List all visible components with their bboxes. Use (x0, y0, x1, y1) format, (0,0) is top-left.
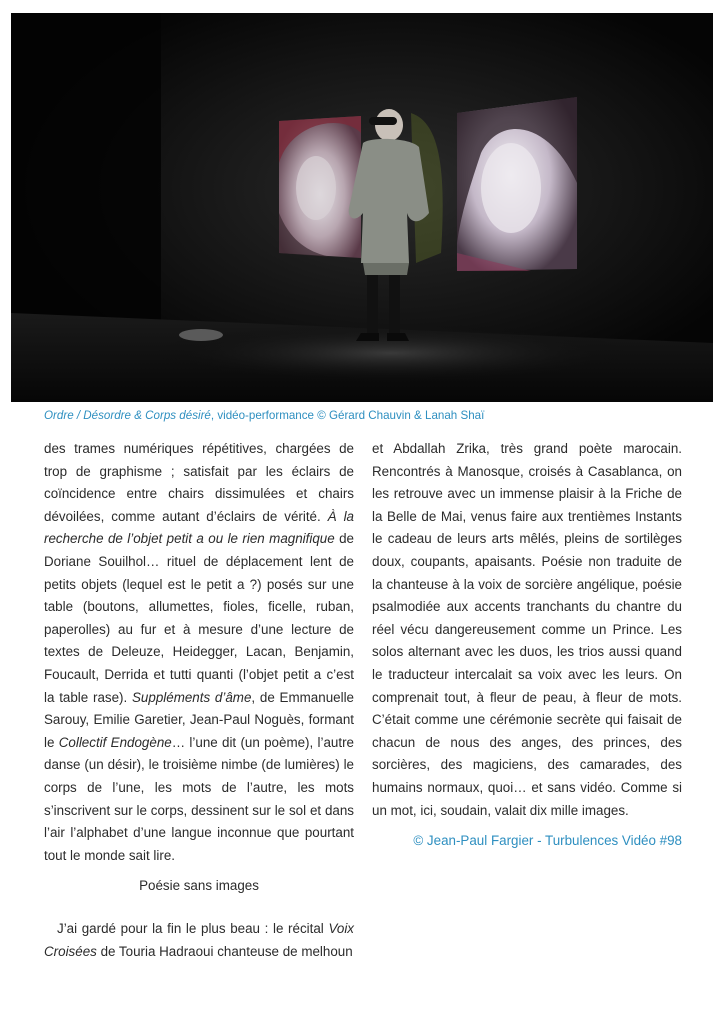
text-run: des trames numériques répétitives, chargées de trop de graphisme ; satisfait par les éclairs de coïncidence entre chairs dissimulées et chairs dévoilées, comme autant d’éclairs de vérité. (44, 441, 354, 524)
right-column (372, 438, 682, 822)
caption-credit: , vidéo-performance © Gérard Chauvin & Lanah Shaï (210, 409, 485, 422)
text-run: , de Emmanuelle Sarouy, Emilie Garetier, Jean-Paul Noguès, formant le (44, 689, 354, 750)
floor-object (179, 329, 223, 341)
caption-title: Ordre / Désordre & Corps désiré (44, 409, 211, 422)
performance-photo (11, 13, 713, 402)
work-title: Suppléments d’âme (132, 689, 252, 705)
work-title: Voix Croisées (44, 921, 354, 959)
section-subheading: Poésie sans images (139, 878, 259, 893)
stage-scene (11, 13, 713, 402)
work-title: À la recherche de l’objet petit a ou le rien magnifique (44, 508, 354, 547)
author-signature: © Jean-Paul Fargier - Turbulences Vidéo #98 (413, 833, 682, 848)
text-run: J’ai gardé pour la fin le plus beau : le récital (57, 921, 329, 936)
projection-right (457, 97, 577, 271)
left-column (44, 438, 354, 867)
projection-left (279, 116, 361, 258)
final-paragraph (44, 918, 354, 963)
text-run: de Doriane Souilhol… rituel de déplacement lent de petits objets (lequel est le petit a ?) posés sur une table (boutons, allumettes, fioles, ficelle, ruban, paperolles) au fur et à mesure d’une lecture de textes de Deleuze, Heidegger, Lacan, Benjamin, Foucault, Derrida et tutti quanti (l’objet petit a c’est la table rase). (44, 531, 354, 705)
photo-caption (44, 409, 684, 423)
text-run: … l’une dit (un poème), l’autre danse (un désir), le troisième nimbe (de lumières) le corps de l’une, les mots de l’autre, les mots s’inscrivent sur le corps, dessinent sur le sol et dans l’air l’alphabet d’une langue inconnue que pourtant tout le monde sait lire. (44, 734, 354, 863)
text-run: de Touria Hadraoui chanteuse de melhoun (96, 943, 353, 959)
right-paragraph: et Abdallah Zrika, très grand poète marocain. Rencontrés à Manosque, croisés à Casablanca, on les retrouve avec un immense plaisir à la Friche de la Belle de Mai, venus faire aux trentièmes Instants le cadeau de leurs arts mêlés, pleins de sortilèges doux, coupants, apaisants. Poésie non traduite de la chanteuse à la voix de sorcière angélique, poésie psalmodiée aux accents tranchants du chantre du réel vécu dangereusement comme un Prince. Les solos alternant avec les duos, les trios aussi quand le traducteur intercalait sa voix avec les leurs. On comprenait tout, à fleur de peau, à fleur de mots. C’était comme une cérémonie secrète qui faisait de chacun de nous des anges, des princes, des sorcières, des magiciens, des camarades, des humains normaux, quoi… et sans vidéo. Comme si un mot, ici, soudain, valait dix mille images. (372, 441, 682, 818)
left-paragraph (44, 438, 354, 867)
collective-name: Collectif Endogène (58, 734, 172, 750)
